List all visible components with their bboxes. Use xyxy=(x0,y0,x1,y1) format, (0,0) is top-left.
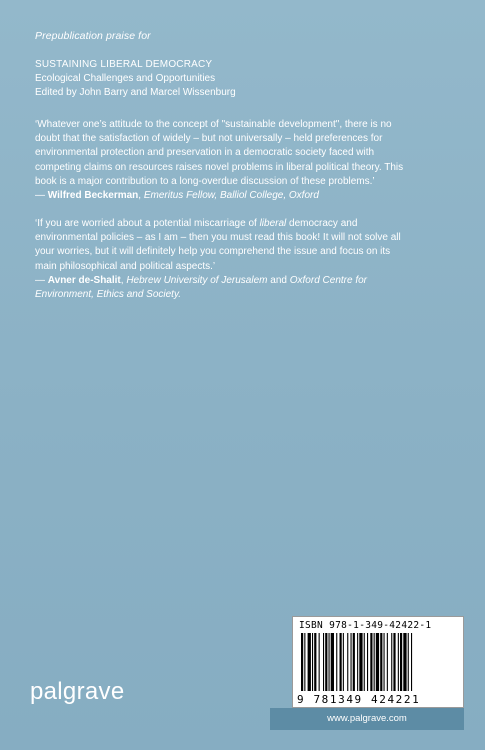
attrib-dash: — xyxy=(35,190,48,202)
quote-line: ‘Whatever one’s attitude to the concept of "sustainable development", there is no xyxy=(35,119,392,130)
attrib-affiliation: Oxford Centre for xyxy=(289,274,368,286)
attrib-name: Wilfred Beckerman xyxy=(47,190,139,202)
website-url[interactable]: www.palgrave.com xyxy=(270,708,464,730)
attrib-name: Avner de-Shalit xyxy=(47,274,121,286)
praise-label: Prepublication praise for xyxy=(35,30,151,42)
quote-italic: liberal xyxy=(259,218,287,229)
quote-text: ‘If you are worried about a potential miscarriage of xyxy=(35,218,260,229)
attrib-and: and xyxy=(267,274,290,286)
attrib-affiliation-cont: Environment, Ethics and Society. xyxy=(35,289,181,301)
attrib-affiliation: Emeritus Fellow, Balliol College, Oxford xyxy=(143,190,319,202)
quote-line: competing claims on resources raises novel problems in liberal political theory. This xyxy=(35,161,404,173)
book-editors: Edited by John Barry and Marcel Wissenburg xyxy=(35,87,236,98)
barcode-bars xyxy=(299,633,459,693)
book-info xyxy=(35,58,236,100)
palgrave-logo: palgrave xyxy=(30,678,125,705)
quote-line: environmental policies – as I am – then you must read this book! It will not solve all xyxy=(35,232,401,244)
attrib-affiliation: Hebrew University of Jerusalem xyxy=(126,274,268,286)
book-subtitle: Ecological Challenges and Opportunities xyxy=(35,73,216,84)
quote-line: environmental protection and preservation in a democratic society faced with xyxy=(35,147,375,159)
barcode-digits: 9 781349 424221 xyxy=(297,693,421,706)
quote-line: main philosophical and political aspects.’ xyxy=(35,260,216,272)
book-title: SUSTAINING LIBERAL DEMOCRACY xyxy=(35,59,213,70)
quote-attribution xyxy=(35,274,455,288)
isbn-barcode xyxy=(292,616,464,708)
quote-line xyxy=(35,217,455,231)
quote-line: doubt that the satisfaction of widely – but not universally – held preferences for xyxy=(35,133,383,145)
quote-attribution xyxy=(35,189,455,203)
attrib-sep: , xyxy=(120,274,127,286)
quote-beckerman xyxy=(35,118,455,203)
quote-text: democracy and xyxy=(286,218,358,229)
attrib-sep: , xyxy=(138,190,144,202)
quote-deshalit xyxy=(35,217,455,302)
quote-line: your worries, but it will definitely help you comprehend the issue and focus on its xyxy=(35,246,391,258)
quote-line: book is a major contribution to a long-overdue discussion of these problems.’ xyxy=(35,175,375,187)
isbn-label: ISBN 978-1-349-42422-1 xyxy=(299,620,432,631)
attrib-dash: — xyxy=(35,274,48,286)
